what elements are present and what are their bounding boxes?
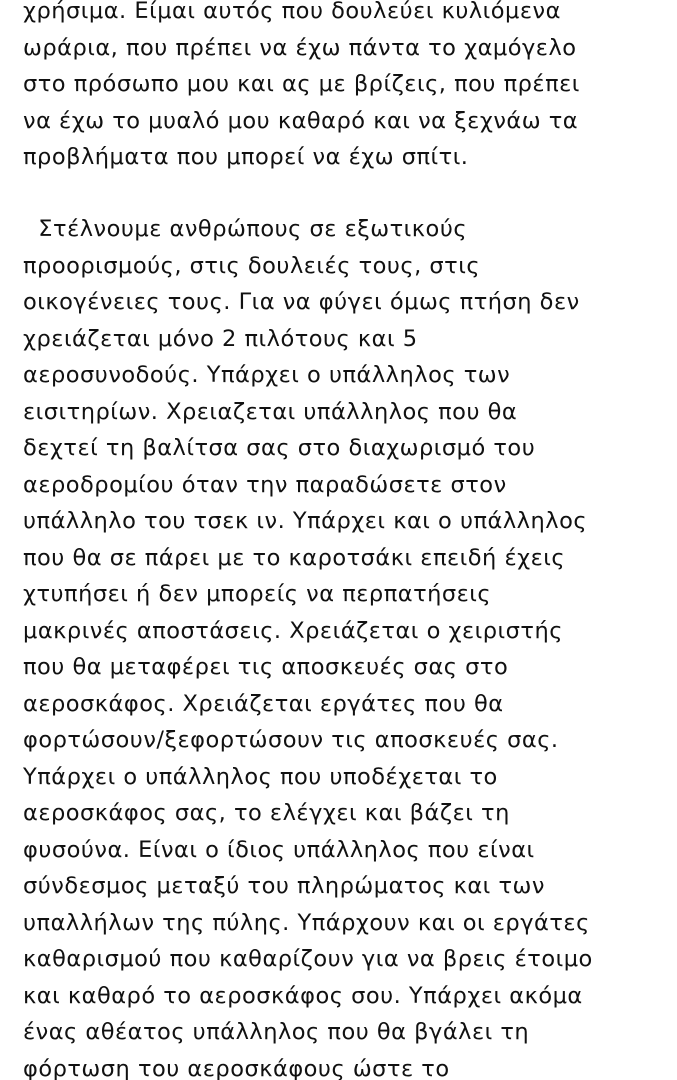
text-line: υπαλλήλων της πύλης. Υπάρχουν και οι εργάτες bbox=[23, 909, 590, 936]
paragraph-1 bbox=[0, 0, 580, 176]
text-line: μακρινές αποστάσεις. Χρειάζεται ο χειριστής bbox=[23, 617, 563, 644]
text-line: χτυπήσει ή δεν μπορείς να περπατήσεις bbox=[23, 581, 492, 607]
text-line: που θα μεταφέρει τις αποσκευές σας στο bbox=[23, 654, 509, 680]
text-line: υπάλληλο του τσεκ ιν. Υπάρχει και ο υπάλληλος bbox=[23, 508, 588, 534]
text-line: φόρτωση του αεροσκάφους ώστε το bbox=[23, 1055, 450, 1080]
text-line: προβλήματα που μπορεί να έχω σπίτι. bbox=[23, 144, 469, 170]
text-line: Υπάρχει ο υπάλληλος που υποδέχεται το bbox=[23, 763, 498, 790]
text-line: που θα σε πάρει με το καροτσάκι επειδή έχεις bbox=[23, 544, 566, 571]
text-line: να έχω το μυαλό μου καθαρό και να ξεχνάω τα bbox=[23, 107, 579, 134]
text-line: χρειάζεται μόνο 2 πιλότους και 5 bbox=[23, 325, 418, 352]
text-line: εισιτηρίων. Χρειαζεται υπάλληλος που θα bbox=[23, 398, 518, 425]
text-line: αεροσκάφος σας, το ελέγχει και βάζει τη bbox=[23, 800, 510, 826]
text-line: και καθαρό το αεροσκάφος σου. Υπάρχει ακόμα bbox=[23, 982, 583, 1009]
text-line: Στέλνουμε ανθρώπους σε εξωτικούς bbox=[23, 216, 468, 242]
text-line: αεροσυνοδούς. Υπάρχει ο υπάλληλος των bbox=[23, 362, 511, 388]
text-line: δεχτεί τη βαλίτσα σας στο διαχωρισμό του bbox=[23, 435, 536, 461]
text-line: καθαρισμού που καθαρίζουν για να βρεις έτοιμο bbox=[23, 946, 593, 972]
text-line: φορτώσουν/ξεφορτώσουν τις αποσκευές σας. bbox=[23, 727, 559, 753]
text-line: αεροδρομίου όταν την παραδώσετε στον bbox=[23, 471, 507, 498]
text-line: οικογένειες τους. Για να φύγει όμως πτήση δεν bbox=[23, 289, 580, 315]
paragraph-2 bbox=[0, 211, 593, 1080]
text-line: φυσούνα. Είναι ο ίδιος υπάλληλος που είναι bbox=[23, 836, 535, 863]
text-line: ένας αθέατος υπάλληλος που θα βγάλει τη bbox=[23, 1019, 530, 1045]
text-line: στο πρόσωπο μου και ας με βρίζεις, που πρέπει bbox=[23, 71, 580, 97]
text-line: αεροσκάφος. Χρειάζεται εργάτες που θα bbox=[23, 690, 504, 717]
text-line: ωράρια, που πρέπει να έχω πάντα το χαμόγελο bbox=[23, 34, 577, 61]
text-line: χρήσιμα. Είμαι αυτός που δουλεύει κυλιόμενα bbox=[23, 0, 561, 24]
text-line: προορισμούς, στις δουλειές τους, στις bbox=[23, 252, 481, 279]
text-line: σύνδεσμος μεταξύ του πληρώματος και των bbox=[23, 873, 545, 899]
